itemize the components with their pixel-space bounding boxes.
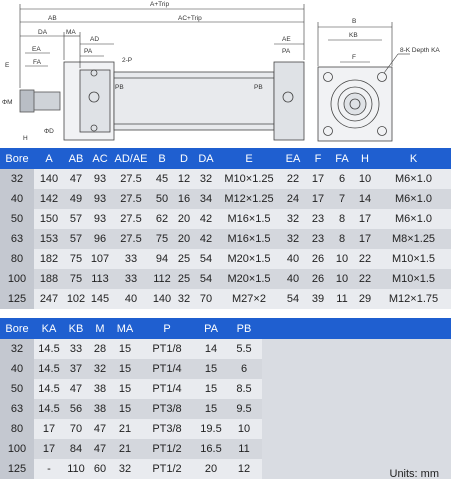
table-cell: 110	[64, 459, 88, 479]
table-cell: 22	[354, 269, 376, 289]
label-h: H	[23, 135, 28, 142]
column-header: A	[34, 148, 64, 169]
table-cell: 32	[112, 459, 138, 479]
table-cell: 11	[330, 289, 354, 309]
table-cell: PT3/8	[138, 399, 196, 419]
label-k-depth: 8-K Depth KA	[400, 47, 440, 54]
table-cell: 23	[306, 209, 330, 229]
blank-cell	[262, 419, 451, 439]
column-header-blank	[262, 318, 451, 339]
bore-cell: 50	[0, 209, 34, 229]
table-cell: 54	[280, 289, 306, 309]
table-cell: 47	[88, 419, 112, 439]
label-da: DA	[38, 29, 48, 36]
column-header: MA	[112, 318, 138, 339]
table-cell: 150	[34, 209, 64, 229]
dimension-table-1	[0, 148, 451, 309]
table-row	[0, 289, 451, 309]
table-cell: 15	[112, 399, 138, 419]
table-cell: 15	[112, 339, 138, 359]
column-header: PB	[226, 318, 262, 339]
label-ad: AD	[90, 36, 100, 43]
column-header: E	[218, 148, 280, 169]
table-cell: M10×1.25	[218, 169, 280, 189]
table-cell: 20	[196, 459, 226, 479]
table-cell: 14.5	[34, 359, 64, 379]
table-cell: 54	[194, 269, 218, 289]
table-cell: M16×1.5	[218, 229, 280, 249]
table-cell: 15	[112, 379, 138, 399]
column-header: Bore	[0, 148, 34, 169]
label-pa-rear: PA	[282, 48, 291, 55]
table-cell: 14.5	[34, 339, 64, 359]
table-cell: 26	[306, 249, 330, 269]
bore-cell: 80	[0, 419, 34, 439]
label-d: ΦD	[44, 128, 54, 135]
blank-cell	[262, 399, 451, 419]
column-header: EA	[280, 148, 306, 169]
table-cell: 38	[88, 399, 112, 419]
table-cell: 10	[226, 419, 262, 439]
dimension-table-2	[0, 318, 451, 479]
table-row	[0, 209, 451, 229]
bore-cell: 50	[0, 379, 34, 399]
column-header: AD/AE	[112, 148, 150, 169]
label-kb: KB	[349, 32, 358, 39]
label-fa: FA	[33, 59, 41, 66]
bore-cell: 32	[0, 339, 34, 359]
table-cell: 17	[306, 169, 330, 189]
table-cell: 14.5	[34, 399, 64, 419]
table-cell: 20	[174, 229, 194, 249]
table-cell: 16.5	[196, 439, 226, 459]
units-note: Units: mm	[389, 468, 439, 480]
label-a-trip: A+Trip	[150, 1, 170, 8]
table-cell: 39	[306, 289, 330, 309]
bore-cell: 100	[0, 439, 34, 459]
label-pa: PA	[84, 48, 93, 55]
table-cell: 84	[64, 439, 88, 459]
table-cell: M10×1.5	[376, 249, 451, 269]
table-cell: 32	[280, 209, 306, 229]
table-cell: 15	[112, 359, 138, 379]
table-cell: 25	[174, 249, 194, 269]
table-cell: M20×1.5	[218, 249, 280, 269]
table-cell: 23	[306, 229, 330, 249]
column-header: AC	[88, 148, 112, 169]
table-cell: 12	[226, 459, 262, 479]
table-cell: 93	[88, 169, 112, 189]
table-cell: 19.5	[196, 419, 226, 439]
table-cell: 47	[88, 439, 112, 459]
table-cell: PT1/8	[138, 339, 196, 359]
label-f: F	[352, 54, 356, 61]
column-header: AB	[64, 148, 88, 169]
table-row	[0, 399, 451, 419]
table-cell: M6×1.0	[376, 209, 451, 229]
table-cell: 45	[150, 169, 174, 189]
label-b: B	[352, 18, 357, 25]
table-cell: 32	[174, 289, 194, 309]
table-cell: 140	[34, 169, 64, 189]
table-cell: 27.5	[112, 209, 150, 229]
table-cell: 32	[88, 359, 112, 379]
column-header: B	[150, 148, 174, 169]
table-cell: 5.5	[226, 339, 262, 359]
label-ea: EA	[32, 46, 41, 53]
table-cell: 21	[112, 419, 138, 439]
table-cell: 96	[88, 229, 112, 249]
table-cell: 33	[112, 269, 150, 289]
table-cell: 47	[64, 169, 88, 189]
label-ab: AB	[48, 15, 57, 22]
column-header: KB	[64, 318, 88, 339]
table-cell: PT1/2	[138, 439, 196, 459]
table-cell: 102	[64, 289, 88, 309]
table2-header-row	[0, 318, 451, 339]
bore-cell: 40	[0, 189, 34, 209]
table-cell: 142	[34, 189, 64, 209]
label-2p: 2-P	[122, 57, 133, 64]
table-cell: 29	[354, 289, 376, 309]
table-cell: 33	[112, 249, 150, 269]
table-row	[0, 359, 451, 379]
table-cell: 20	[174, 209, 194, 229]
table-cell: 14	[196, 339, 226, 359]
table-row	[0, 189, 451, 209]
table-cell: 8	[330, 229, 354, 249]
table-cell: 28	[88, 339, 112, 359]
blank-cell	[262, 359, 451, 379]
table-cell: M12×1.25	[218, 189, 280, 209]
table-cell: 12	[174, 169, 194, 189]
table-cell: 75	[150, 229, 174, 249]
label-ma: MA	[66, 29, 76, 36]
table-cell: 60	[88, 459, 112, 479]
table-cell: 6	[226, 359, 262, 379]
table-cell: M8×1.25	[376, 229, 451, 249]
column-header: FA	[330, 148, 354, 169]
table-cell: 15	[196, 359, 226, 379]
label-ac-trip: AC+Trip	[178, 15, 202, 22]
table-cell: 182	[34, 249, 64, 269]
label-e: E	[5, 62, 10, 69]
table-cell: 24	[280, 189, 306, 209]
table-cell: 32	[280, 229, 306, 249]
table-cell: 47	[64, 379, 88, 399]
table-cell: 11	[226, 439, 262, 459]
table-cell: 27.5	[112, 229, 150, 249]
table-cell: 62	[150, 209, 174, 229]
table-cell: 10	[330, 249, 354, 269]
table-cell: 113	[88, 269, 112, 289]
bore-cell: 63	[0, 399, 34, 419]
table-cell: M6×1.0	[376, 189, 451, 209]
table-cell: 17	[306, 189, 330, 209]
table-cell: 33	[64, 339, 88, 359]
column-header: DA	[194, 148, 218, 169]
bore-cell: 125	[0, 459, 34, 479]
table-row	[0, 439, 451, 459]
table-cell: 21	[112, 439, 138, 459]
table-cell: 22	[354, 249, 376, 269]
bore-cell: 125	[0, 289, 34, 309]
table1-header-row	[0, 148, 451, 169]
table-cell: M20×1.5	[218, 269, 280, 289]
table-cell: 27.5	[112, 169, 150, 189]
table-cell: PT1/2	[138, 459, 196, 479]
table-cell: 94	[150, 249, 174, 269]
cylinder-dimension-drawing	[0, 0, 451, 148]
table-row	[0, 169, 451, 189]
column-header: M	[88, 318, 112, 339]
blank-cell	[262, 439, 451, 459]
table-cell: 7	[330, 189, 354, 209]
table-cell: 42	[194, 209, 218, 229]
table-cell: 26	[306, 269, 330, 289]
table-cell: 10	[330, 269, 354, 289]
table-cell: M10×1.5	[376, 269, 451, 289]
table-row	[0, 229, 451, 249]
column-header: H	[354, 148, 376, 169]
table-cell: M16×1.5	[218, 209, 280, 229]
table-cell: M12×1.75	[376, 289, 451, 309]
table-cell: 57	[64, 209, 88, 229]
table-cell: -	[34, 459, 64, 479]
table-cell: 40	[280, 269, 306, 289]
table-cell: 38	[88, 379, 112, 399]
table-cell: 15	[196, 379, 226, 399]
table-cell: 16	[174, 189, 194, 209]
blank-cell	[262, 379, 451, 399]
table-cell: 27.5	[112, 189, 150, 209]
column-header: PA	[196, 318, 226, 339]
blank-cell	[262, 339, 451, 359]
table-cell: 32	[194, 169, 218, 189]
table-cell: 14.5	[34, 379, 64, 399]
table-cell: 93	[88, 189, 112, 209]
column-header: Bore	[0, 318, 34, 339]
table-cell: 49	[64, 189, 88, 209]
column-header: P	[138, 318, 196, 339]
table-cell: 145	[88, 289, 112, 309]
table-cell: PT1/4	[138, 379, 196, 399]
label-m: ΦM	[2, 99, 13, 106]
table-cell: 56	[64, 399, 88, 419]
table-cell: 188	[34, 269, 64, 289]
bore-cell: 32	[0, 169, 34, 189]
table-cell: PT1/4	[138, 359, 196, 379]
table-cell: 14	[354, 189, 376, 209]
bore-cell: 63	[0, 229, 34, 249]
column-header: F	[306, 148, 330, 169]
label-ae: AE	[282, 36, 291, 43]
column-header: D	[174, 148, 194, 169]
label-pb-rear: PB	[254, 84, 263, 91]
table-cell: 34	[194, 189, 218, 209]
table-cell: 25	[174, 269, 194, 289]
table-row	[0, 419, 451, 439]
table-cell: 140	[150, 289, 174, 309]
table-cell: 112	[150, 269, 174, 289]
label-pb: PB	[115, 84, 124, 91]
table-row	[0, 339, 451, 359]
table-cell: M27×2	[218, 289, 280, 309]
table-row	[0, 459, 451, 479]
table-cell: 40	[112, 289, 150, 309]
table-cell: 75	[64, 249, 88, 269]
bore-cell: 40	[0, 359, 34, 379]
table-cell: 22	[280, 169, 306, 189]
table-cell: 17	[34, 439, 64, 459]
table-cell: 70	[194, 289, 218, 309]
bore-cell: 100	[0, 269, 34, 289]
table-cell: 107	[88, 249, 112, 269]
table-row	[0, 269, 451, 289]
table-cell: 17	[34, 419, 64, 439]
table-cell: 17	[354, 229, 376, 249]
table-cell: PT3/8	[138, 419, 196, 439]
table-cell: 6	[330, 169, 354, 189]
table-cell: 70	[64, 419, 88, 439]
table-row	[0, 379, 451, 399]
table-cell: 42	[194, 229, 218, 249]
bore-cell: 80	[0, 249, 34, 269]
table-cell: M6×1.0	[376, 169, 451, 189]
table-cell: 57	[64, 229, 88, 249]
table-cell: 75	[64, 269, 88, 289]
table-cell: 50	[150, 189, 174, 209]
table-cell: 37	[64, 359, 88, 379]
table-cell: 17	[354, 209, 376, 229]
table-cell: 40	[280, 249, 306, 269]
column-header: K	[376, 148, 451, 169]
column-header: KA	[34, 318, 64, 339]
table-row	[0, 249, 451, 269]
table-cell: 8.5	[226, 379, 262, 399]
table-cell: 8	[330, 209, 354, 229]
table-cell: 247	[34, 289, 64, 309]
table-cell: 9.5	[226, 399, 262, 419]
table-cell: 153	[34, 229, 64, 249]
table-cell: 10	[354, 169, 376, 189]
table-cell: 93	[88, 209, 112, 229]
table-cell: 15	[196, 399, 226, 419]
table-cell: 54	[194, 249, 218, 269]
